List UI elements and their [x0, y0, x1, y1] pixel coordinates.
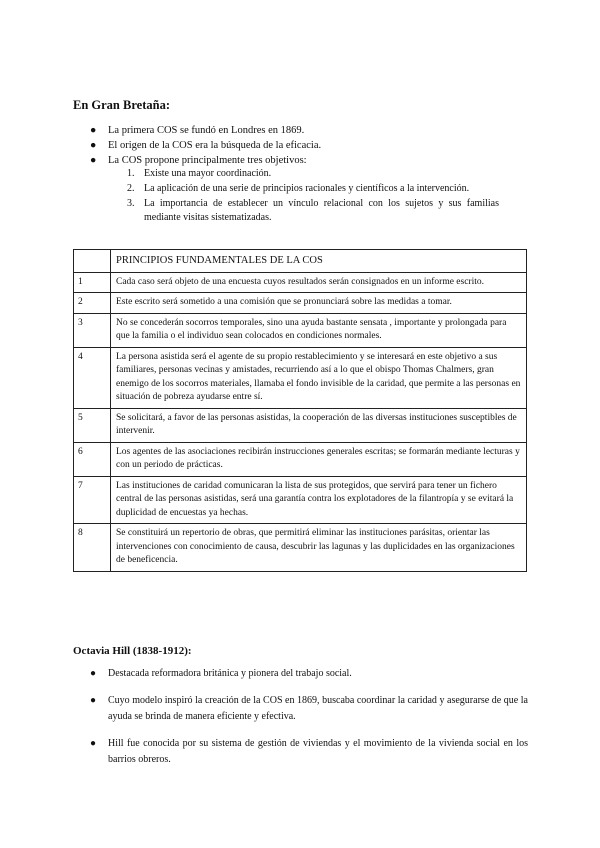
table-row: [74, 293, 527, 314]
table-row: [74, 272, 527, 293]
table-row: [74, 476, 527, 524]
list-number: 3.: [127, 198, 135, 209]
table-row: [74, 408, 527, 442]
gran-bretana-bullet-list: [90, 123, 510, 168]
list-item: [127, 167, 499, 181]
list-item: [90, 736, 528, 768]
list-item: [90, 693, 528, 725]
row-number-cell: 7: [74, 476, 111, 524]
principles-table: [73, 249, 527, 572]
row-number-cell: 5: [74, 408, 111, 442]
table-row: [74, 524, 527, 572]
table-row: [74, 313, 527, 347]
row-text-cell: Se solicitará, a favor de las personas asistidas, la cooperación de las diversas instituciones susceptibles de intervenir.: [111, 408, 527, 442]
list-item: [90, 153, 510, 168]
row-text-cell: Las instituciones de caridad comunicaran la lista de sus protegidos, que servirá para tener un fichero central de las personas asistidas, será una garantía contra los explotadores de la filantropía y se evitará la duplicidad de encuestas ya hechas.: [111, 476, 527, 524]
list-item-text: La importancia de establecer un vínculo relacional con los sujetos y sus familias mediante visitas sistematizadas.: [144, 198, 499, 223]
list-item: [127, 197, 499, 225]
bullet-icon: ●: [90, 140, 97, 151]
list-item: [127, 182, 499, 196]
bullet-icon: ●: [90, 155, 97, 166]
row-number-cell: 6: [74, 442, 111, 476]
row-text-cell: Los agentes de las asociaciones recibirán instrucciones generales escritas; se formarán mediante lecturas y con un periodo de prácticas.: [111, 442, 527, 476]
row-text-cell: Este escrito será sometido a una comisión que se pronunciará sobre las medidas a tomar.: [111, 293, 527, 314]
bullet-icon: ●: [90, 668, 97, 679]
row-text-cell: Se constituirá un repertorio de obras, que permitirá eliminar las instituciones parásitas, orientar las intervenciones con conocimiento de causa, descubrir las lagunas y las duplicidades en las organizaciones de beneficencia.: [111, 524, 527, 572]
row-number-cell: 3: [74, 313, 111, 347]
list-item-text: Destacada reformadora británica y pionera del trabajo social.: [108, 668, 352, 679]
row-text-cell: Cada caso será objeto de una encuesta cuyos resultados serán consignados en un informe escrito.: [111, 272, 527, 293]
row-text-cell: La persona asistida será el agente de su propio restablecimiento y se interesará en este objetivo a sus familiares, personas vecinas y amistades, recurriendo así a lo que el obispo Thomas Chalmers, gran enemigo de los socorros materiales, llamaba el fondo invisible de la caridad, que permite a las personas en situación de pobreza ayudarse entre sí.: [111, 347, 527, 408]
list-item-text: Hill fue conocida por su sistema de gestión de viviendas y el movimiento de la vivienda social en los barrios obreros.: [108, 738, 528, 765]
table-header-row: [74, 250, 527, 273]
section-heading-octavia-hill: Octavia Hill (1838-1912):: [73, 645, 192, 657]
row-number-cell: 8: [74, 524, 111, 572]
table-row: [74, 347, 527, 408]
bullet-icon: ●: [90, 125, 97, 136]
bullet-icon: ●: [90, 695, 97, 706]
row-number-cell: 1: [74, 272, 111, 293]
list-item-text: Cuyo modelo inspiró la creación de la COS en 1869, buscaba coordinar la caridad y asegurarse de que la ayuda se brinda de manera eficiente y efectiva.: [108, 695, 528, 722]
list-item-text: Existe una mayor coordinación.: [144, 168, 272, 179]
octavia-hill-bullet-list: [90, 666, 528, 779]
bullet-icon: ●: [90, 738, 97, 749]
list-item: [90, 123, 510, 138]
section-heading-gran-bretana: En Gran Bretaña:: [73, 98, 170, 112]
list-number: 1.: [127, 168, 135, 179]
table-header-empty-cell: [74, 250, 111, 273]
list-item-text: El origen de la COS era la búsqueda de la eficacia.: [108, 140, 322, 151]
row-number-cell: 2: [74, 293, 111, 314]
table-header-cell: PRINCIPIOS FUNDAMENTALES DE LA COS: [111, 250, 527, 273]
objectives-list: [127, 167, 499, 226]
list-item-text: La primera COS se fundó en Londres en 1869.: [108, 125, 305, 136]
table-row: [74, 442, 527, 476]
row-text-cell: No se concederán socorros temporales, sino una ayuda bastante sensata , importante y prolongada para que la familia o el individuo sean colocados en condiciones normales.: [111, 313, 527, 347]
list-item-text: La aplicación de una serie de principios racionales y científicos a la intervención.: [144, 183, 470, 194]
row-number-cell: 4: [74, 347, 111, 408]
list-item: [90, 666, 528, 682]
list-number: 2.: [127, 183, 135, 194]
list-item: [90, 138, 510, 153]
list-item-text: La COS propone principalmente tres objetivos:: [108, 155, 307, 166]
